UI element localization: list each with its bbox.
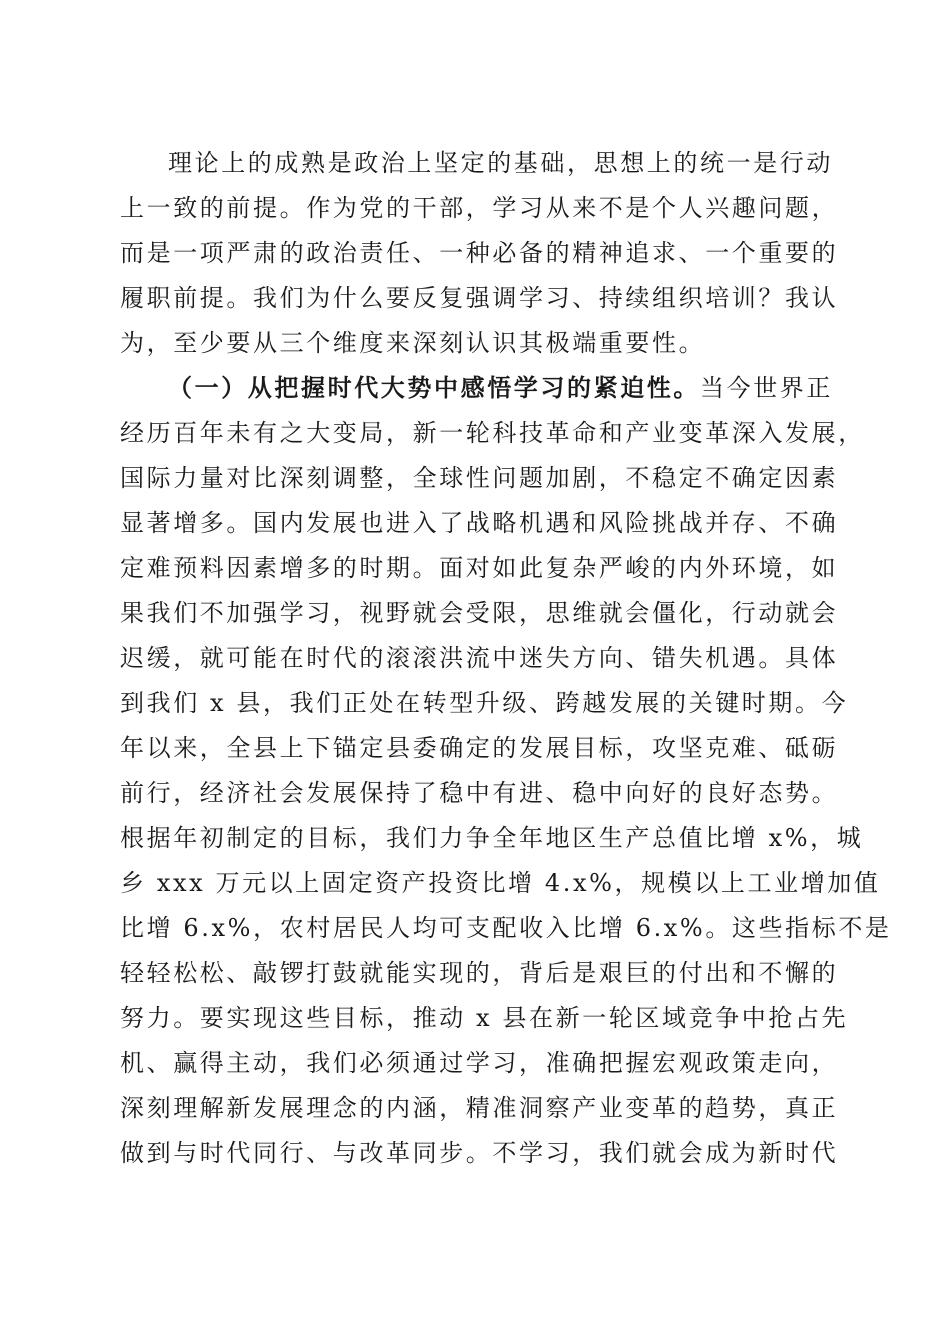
paragraph-2-line-4: 显著增多。国内发展也进入了战略机遇和风险挑战并存、不确	[120, 509, 839, 537]
paragraph-2-line-2: 经历百年未有之大变局，新一轮科技革命和产业变革深入发展，	[120, 419, 865, 447]
paragraph-2-line-11: 根据年初制定的目标，我们力争全年地区生产总值比增 x%，城	[120, 824, 864, 852]
paragraph-1-line-3: 而是一项严肃的政治责任、一种必备的精神追求、一个重要的	[120, 239, 839, 267]
paragraph-2-line-6: 果我们不加强学习，视野就会受限，思维就会僵化，行动就会	[120, 599, 839, 627]
paragraph-2-line-14: 轻轻松松、敲锣打鼓就能实现的，背后是艰巨的付出和不懈的	[120, 959, 839, 987]
paragraph-2-line-12: 乡 xxx 万元以上固定资产投资比增 4.x%，规模以上工业增加值	[120, 869, 881, 897]
paragraph-2-line-3: 国际力量对比深刻调整，全球性问题加剧，不稳定不确定因素	[120, 464, 839, 492]
paragraph-1-line-4: 履职前提。我们为什么要反复强调学习、持续组织培训？我认	[120, 284, 839, 312]
paragraph-2-line-1	[168, 370, 832, 406]
paragraph-2-line-15: 努力。要实现这些目标，推动 x 县在新一轮区域竞争中抢占先	[120, 1004, 849, 1032]
paragraph-2-line-10: 前行，经济社会发展保持了稳中有进、稳中向好的良好态势。	[120, 779, 839, 807]
paragraph-2-line-1-rest: 当今世界正	[700, 374, 833, 402]
paragraph-2-line-13: 比增 6.x%，农村居民人均可支配收入比增 6.x%。这些指标不是	[120, 914, 892, 942]
paragraph-1-line-5: 为，至少要从三个维度来深刻认识其极端重要性。	[120, 329, 706, 357]
paragraph-2-line-17: 深刻理解新发展理念的内涵，精准洞察产业变革的趋势，真正	[120, 1094, 839, 1122]
paragraph-2-line-16: 机、赢得主动，我们必须通过学习，准确把握宏观政策走向，	[120, 1049, 839, 1077]
paragraph-1-line-1: 理论上的成熟是政治上坚定的基础，思想上的统一是行动	[168, 149, 833, 177]
paragraph-2-line-5: 定难预料因素增多的时期。面对如此复杂严峻的内外环境，如	[120, 554, 839, 582]
paragraph-2-line-18: 做到与时代同行、与改革同步。不学习，我们就会成为新时代	[120, 1139, 839, 1167]
section-heading: （一）从把握时代大势中感悟学习的紧迫性。	[168, 374, 700, 402]
paragraph-1-line-2: 上一致的前提。作为党的干部，学习从来不是个人兴趣问题，	[120, 194, 839, 222]
paragraph-2-line-8: 到我们 x 县，我们正处在转型升级、跨越发展的关键时期。今	[120, 689, 849, 717]
paragraph-2-line-9: 年以来，全县上下锚定县委确定的发展目标，攻坚克难、砥砺	[120, 734, 839, 762]
paragraph-2-line-7: 迟缓，就可能在时代的滚滚洪流中迷失方向、错失机遇。具体	[120, 644, 839, 672]
